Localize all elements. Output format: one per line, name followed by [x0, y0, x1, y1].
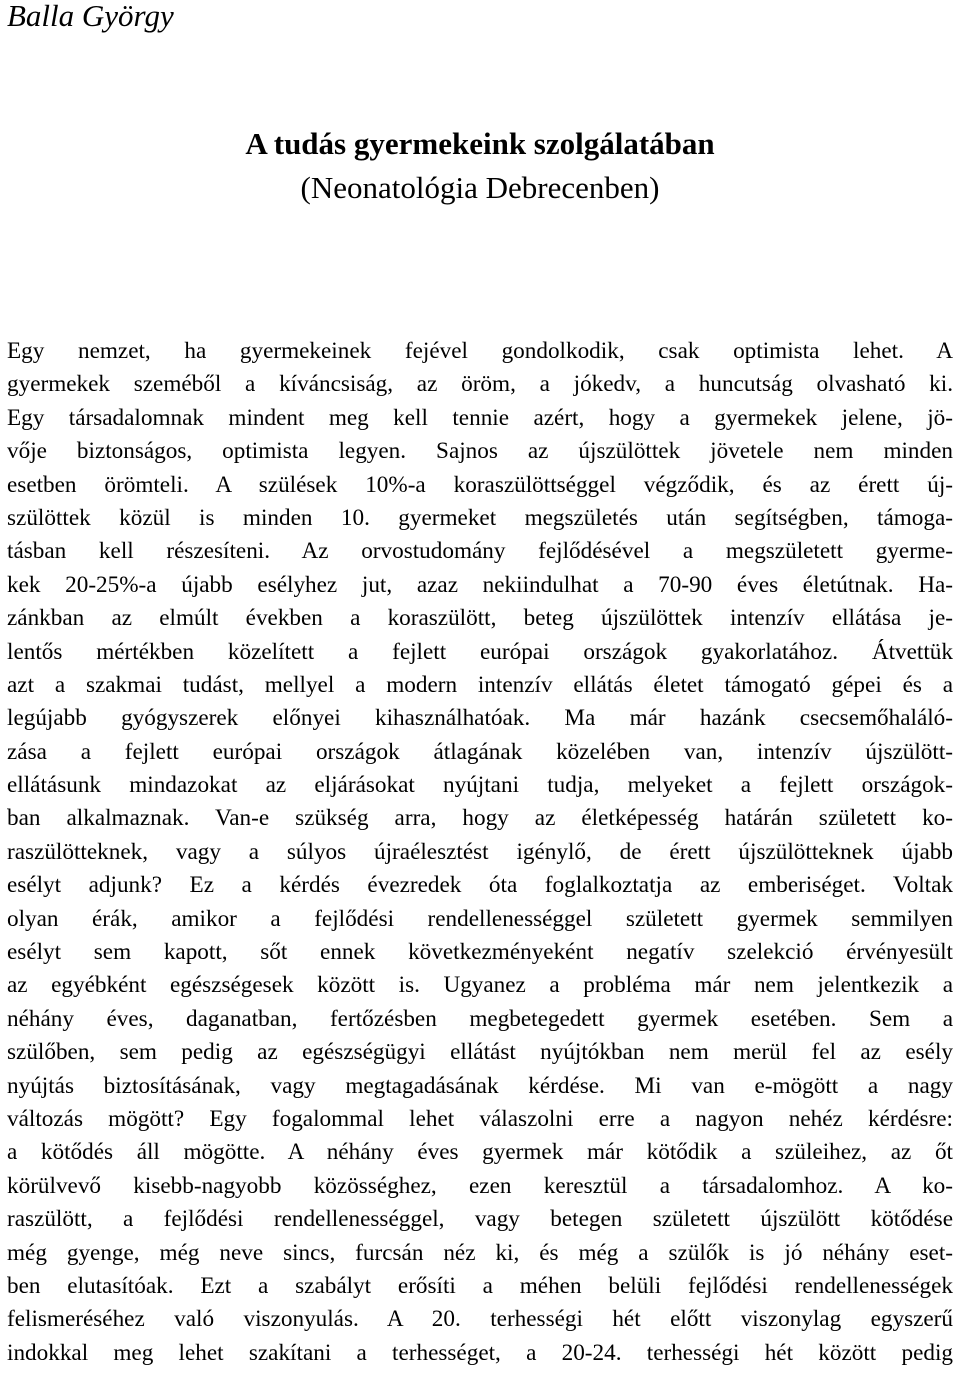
text-line: az egyébként egészségesek között is. Ugyanez a probléma már nem jelentkezik a	[7, 972, 953, 999]
text-line: zánkban az elmúlt években a koraszülött, beteg újszülöttek intenzív ellátása je-	[7, 605, 953, 632]
text-line: szülöttek közül is minden 10. gyermeket megszületés után segítségben, támoga-	[7, 504, 953, 531]
text-line: változás mögött? Egy fogalommal lehet válaszolni erre a nagyon nehéz kérdésre:	[7, 1105, 953, 1132]
author-name: Balla György	[7, 0, 174, 33]
text-line: nyújtás biztosításának, vagy megtagadásának kérdése. Mi van e-mögött a nagy	[7, 1072, 953, 1099]
text-line: zása a fejlett európai országok átlagának közelében van, intenzív újszülött-	[7, 738, 953, 765]
text-line: Egy társadalomnak mindent meg kell tennie azért, hogy a gyermekek jelene, jö-	[7, 404, 953, 431]
text-line: ban alkalmaznak. Van-e szükség arra, hogy az életképesség határán született ko-	[7, 805, 953, 832]
body-paragraph	[7, 335, 953, 1370]
text-line: vője biztonságos, optimista legyen. Sajnos az újszülöttek jövetele nem minden	[7, 438, 953, 465]
text-line: ellátásunk mindazokat az eljárásokat nyújtani tudja, melyeket a fejlett országok-	[7, 772, 953, 799]
text-line: ben elutasítóak. Ezt a szabályt erősíti a méhen belüli fejlődési rendellenességek	[7, 1272, 953, 1299]
text-line: kek 20-25%-a újabb esélyhez jut, azaz nekiindulhat a 70-90 éves életútnak. Ha-	[7, 571, 953, 598]
text-line: a kötődés áll mögötte. A néhány éves gyermek már kötődik a szüleihez, az őt	[7, 1139, 953, 1166]
document-title: A tudás gyermekeink szolgálatában	[245, 126, 715, 161]
text-line: esélyt sem kapott, sőt ennek következményeként negatív szelekció érvényesült	[7, 939, 953, 966]
text-line: tásban kell részesíteni. Az orvostudomány fejlődésével a megszületett gyerme-	[7, 538, 953, 565]
text-line: felismeréséhez való viszonyulás. A 20. terhességi hét előtt viszonylag egyszerű	[7, 1306, 953, 1333]
text-line: azt a szakmai tudást, mellyel a modern intenzív ellátás életet támogató gépei és a	[7, 671, 953, 698]
text-line: olyan érák, amikor a fejlődési rendellenességgel született gyermek semmilyen	[7, 905, 953, 932]
text-line: indokkal meg lehet szakítani a terhességet, a 20-24. terhességi hét között pedig	[7, 1339, 953, 1366]
text-line: gyermekek szeméből a kíváncsiság, az öröm, a jókedv, a huncutság olvasható ki.	[7, 371, 953, 398]
text-line: esetben örömteli. A szülések 10%-a koraszülöttséggel végződik, és az érett új-	[7, 471, 953, 498]
text-line: esélyt adjunk? Ez a kérdés évezredek óta foglalkoztatja az emberiséget. Voltak	[7, 872, 953, 899]
title-block	[0, 122, 960, 210]
text-line: néhány éves, daganatban, fertőzésben megbetegedett gyermek esetében. Sem a	[7, 1005, 953, 1032]
text-line: körülvevő kisebb-nagyobb közösséghez, ezen keresztül a társadalomhoz. A ko-	[7, 1172, 953, 1199]
text-line: szülőben, sem pedig az egészségügyi ellátást nyújtókban nem merül fel az esély	[7, 1039, 953, 1066]
text-line: még gyenge, még neve sincs, furcsán néz ki, és még a szülők is jó néhány eset-	[7, 1239, 953, 1266]
text-line: raszülötteknek, vagy a súlyos újraélesztést igénylő, de érett újszülötteknek újabb	[7, 838, 953, 865]
text-line: raszülött, a fejlődési rendellenességgel, vagy betegen született újszülött kötődése	[7, 1206, 953, 1233]
document-subtitle: (Neonatológia Debrecenben)	[300, 170, 660, 205]
text-line: legújabb gyógyszerek előnyei kihasználhatóak. Ma már hazánk csecsemőhaláló-	[7, 705, 953, 732]
text-line: lentős mértékben közelített a fejlett európai országok gyakorlatához. Átvettük	[7, 638, 953, 665]
text-line: Egy nemzet, ha gyermekeinek fejével gondolkodik, csak optimista lehet. A	[7, 338, 953, 364]
